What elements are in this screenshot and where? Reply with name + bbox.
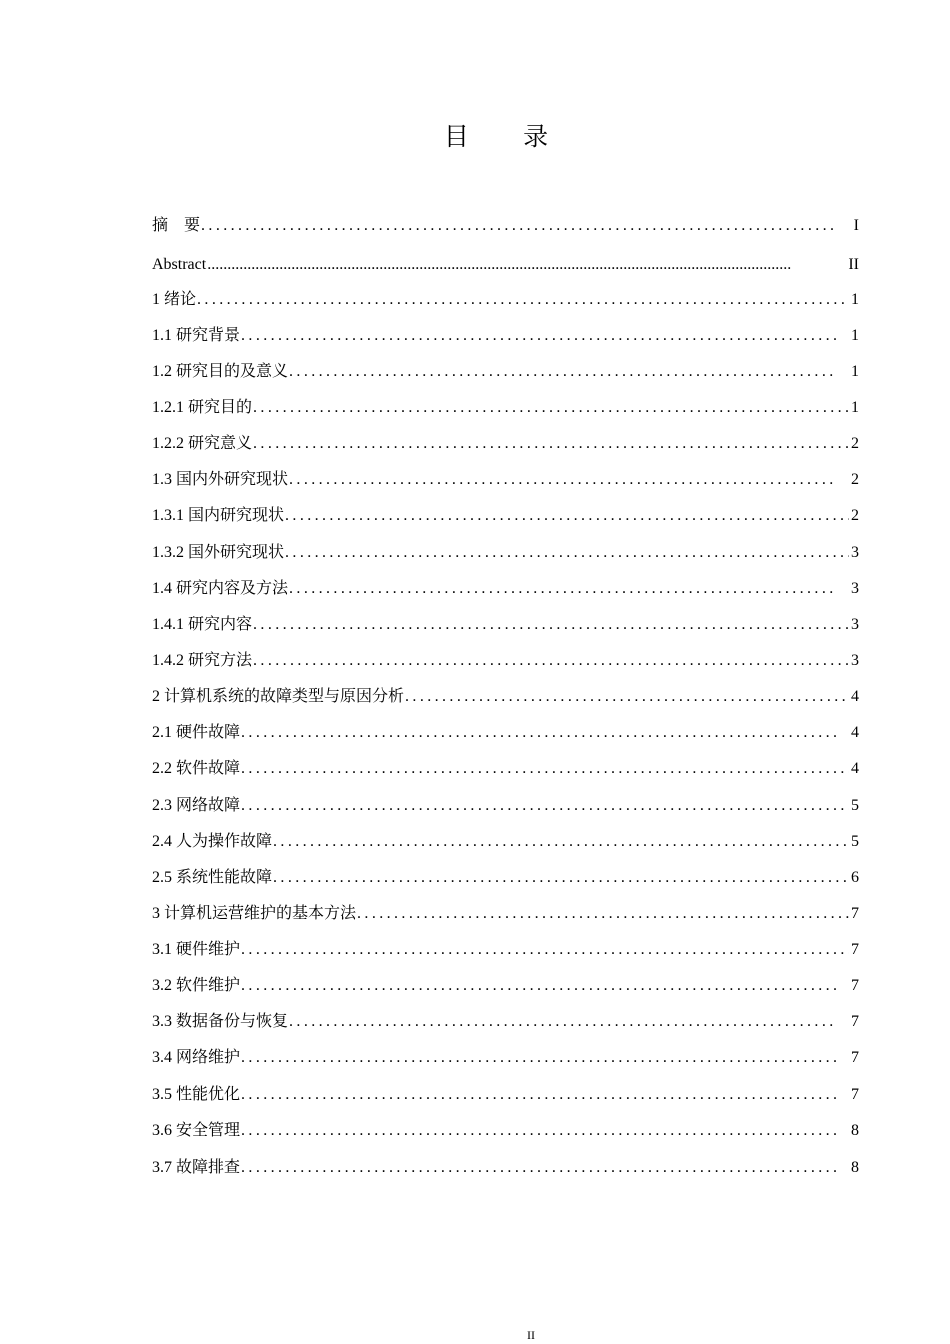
toc-entry-page: 1 bbox=[851, 327, 859, 344]
toc-entry[interactable] bbox=[152, 395, 859, 421]
toc-entry-label: 2.2 软件故障 bbox=[152, 760, 241, 777]
toc-entry[interactable] bbox=[152, 756, 859, 782]
toc-entry[interactable] bbox=[152, 540, 859, 566]
toc-entry-page: 7 bbox=[851, 1049, 859, 1066]
toc-entry-label: 1.4.2 研究方法 bbox=[152, 652, 253, 669]
toc-leader-dots bbox=[241, 973, 837, 999]
toc-entry[interactable] bbox=[152, 252, 859, 278]
toc-entry-page: 1 bbox=[851, 291, 859, 308]
toc-leader-dots bbox=[207, 252, 848, 278]
page-number: II bbox=[527, 1328, 535, 1342]
toc-entry-page: 4 bbox=[851, 760, 859, 777]
toc-leader-dots bbox=[241, 720, 837, 746]
toc-leader-dots bbox=[357, 901, 849, 927]
toc-entry-page: I bbox=[853, 217, 859, 234]
toc-entry[interactable] bbox=[152, 937, 859, 963]
toc-entry[interactable] bbox=[152, 467, 859, 493]
toc-entry-page: 1 bbox=[851, 363, 859, 380]
toc-entry-label: 1.3.2 国外研究现状 bbox=[152, 544, 285, 561]
toc-leader-dots bbox=[241, 793, 849, 819]
toc-leader-dots bbox=[241, 323, 837, 349]
toc-leader-dots bbox=[253, 431, 849, 457]
toc-entry[interactable] bbox=[152, 503, 859, 529]
toc-entry[interactable] bbox=[152, 1045, 859, 1071]
toc-entry-label: 3.6 安全管理 bbox=[152, 1122, 241, 1139]
toc-leader-dots bbox=[289, 576, 837, 602]
toc-entry[interactable] bbox=[152, 865, 859, 891]
toc-entry-page: 7 bbox=[851, 905, 859, 922]
toc-entry-page: 4 bbox=[851, 688, 859, 705]
toc-leader-dots bbox=[241, 937, 849, 963]
toc-entry-page: 6 bbox=[851, 869, 859, 886]
toc-leader-dots bbox=[201, 213, 837, 239]
toc-entry-page: 7 bbox=[851, 1013, 859, 1030]
toc-entry-label: 1.2.2 研究意义 bbox=[152, 435, 253, 452]
toc-entry-label: 2.3 网络故障 bbox=[152, 797, 241, 814]
toc-entry[interactable] bbox=[152, 287, 859, 313]
toc-entry[interactable] bbox=[152, 648, 859, 674]
toc-leader-dots bbox=[241, 756, 849, 782]
toc-entry[interactable] bbox=[152, 612, 859, 638]
toc-entry-page: 3 bbox=[851, 580, 859, 597]
toc-entry-label: 2.4 人为操作故障 bbox=[152, 833, 273, 850]
toc-entry[interactable] bbox=[152, 576, 859, 602]
toc-entry-page: 3 bbox=[851, 652, 859, 669]
toc-leader-dots bbox=[241, 1045, 837, 1071]
toc-entry-label: 3.3 数据备份与恢复 bbox=[152, 1013, 289, 1030]
toc-leader-dots bbox=[253, 612, 849, 638]
toc-leader-dots bbox=[241, 1082, 837, 1108]
toc-entry-label: 1.4.1 研究内容 bbox=[152, 616, 253, 633]
toc-entry[interactable] bbox=[152, 901, 859, 927]
toc-entry[interactable] bbox=[152, 1118, 859, 1144]
toc-entry-label: 1.3.1 国内研究现状 bbox=[152, 507, 285, 524]
toc-entry-page: 2 bbox=[851, 435, 859, 452]
toc-leader-dots bbox=[285, 540, 849, 566]
toc-entry[interactable] bbox=[152, 793, 859, 819]
toc-leader-dots bbox=[273, 865, 849, 891]
toc-entry-page: 8 bbox=[851, 1122, 859, 1139]
toc-entry-label: 3.1 硬件维护 bbox=[152, 941, 241, 958]
toc-entry[interactable] bbox=[152, 829, 859, 855]
toc-entry-label: 1.2.1 研究目的 bbox=[152, 399, 253, 416]
toc-entry-label: 2.1 硬件故障 bbox=[152, 724, 241, 741]
toc-entry-page: 7 bbox=[851, 1086, 859, 1103]
toc-leader-dots bbox=[273, 829, 849, 855]
toc-entry-page: 2 bbox=[851, 471, 859, 488]
toc-entry[interactable] bbox=[152, 431, 859, 457]
toc-entry-label: Abstract bbox=[152, 256, 207, 273]
toc-leader-dots bbox=[253, 395, 849, 421]
toc-leader-dots bbox=[289, 467, 837, 493]
toc-leader-dots bbox=[241, 1118, 837, 1144]
toc-entry-label: 2 计算机系统的故障类型与原因分析 bbox=[152, 688, 405, 705]
toc-leader-dots bbox=[405, 684, 849, 710]
toc-entry-page: 7 bbox=[851, 941, 859, 958]
toc-entry[interactable] bbox=[152, 973, 859, 999]
toc-entry[interactable] bbox=[152, 684, 859, 710]
toc-entry[interactable] bbox=[152, 359, 859, 385]
toc-entry-page: 3 bbox=[851, 616, 859, 633]
toc-leader-dots bbox=[197, 287, 849, 313]
toc-entry[interactable] bbox=[152, 1155, 859, 1181]
toc-title: 目 录 bbox=[443, 124, 573, 151]
toc-leader-dots bbox=[253, 648, 849, 674]
toc-entry-label: 3 计算机运营维护的基本方法 bbox=[152, 905, 357, 922]
toc-entry-label: 2.5 系统性能故障 bbox=[152, 869, 273, 886]
toc-entry-page: II bbox=[848, 256, 859, 273]
toc-entry-label: 3.5 性能优化 bbox=[152, 1086, 241, 1103]
toc-entry[interactable] bbox=[152, 1009, 859, 1035]
toc-entry-label: 3.4 网络维护 bbox=[152, 1049, 241, 1066]
toc-entry-page: 3 bbox=[851, 544, 859, 561]
toc-entry-label: 1.3 国内外研究现状 bbox=[152, 471, 289, 488]
toc-entry-page: 7 bbox=[851, 977, 859, 994]
toc-entry[interactable] bbox=[152, 720, 859, 746]
toc-entry-page: 5 bbox=[851, 833, 859, 850]
toc-entry-label: 1 绪论 bbox=[152, 291, 197, 308]
toc-entry-label: 3.2 软件维护 bbox=[152, 977, 241, 994]
toc-entry-label: 1.4 研究内容及方法 bbox=[152, 580, 289, 597]
toc-entry-label: 摘 要 bbox=[152, 217, 201, 234]
toc-entry-label: 1.2 研究目的及意义 bbox=[152, 363, 289, 380]
toc-leader-dots bbox=[241, 1155, 837, 1181]
toc-entry[interactable] bbox=[152, 1082, 859, 1108]
toc-entry[interactable] bbox=[152, 323, 859, 349]
toc-entry-label: 3.7 故障排查 bbox=[152, 1159, 241, 1176]
toc-leader-dots bbox=[289, 1009, 837, 1035]
toc-entry-label: 1.1 研究背景 bbox=[152, 327, 241, 344]
toc-entry-page: 1 bbox=[851, 399, 859, 416]
toc-leader-dots bbox=[285, 503, 849, 529]
toc-entry-page: 4 bbox=[851, 724, 859, 741]
toc-leader-dots bbox=[289, 359, 837, 385]
toc-entry-page: 5 bbox=[851, 797, 859, 814]
toc-entry[interactable] bbox=[152, 213, 859, 239]
toc-entry-page: 8 bbox=[851, 1159, 859, 1176]
toc-entry-page: 2 bbox=[851, 507, 859, 524]
